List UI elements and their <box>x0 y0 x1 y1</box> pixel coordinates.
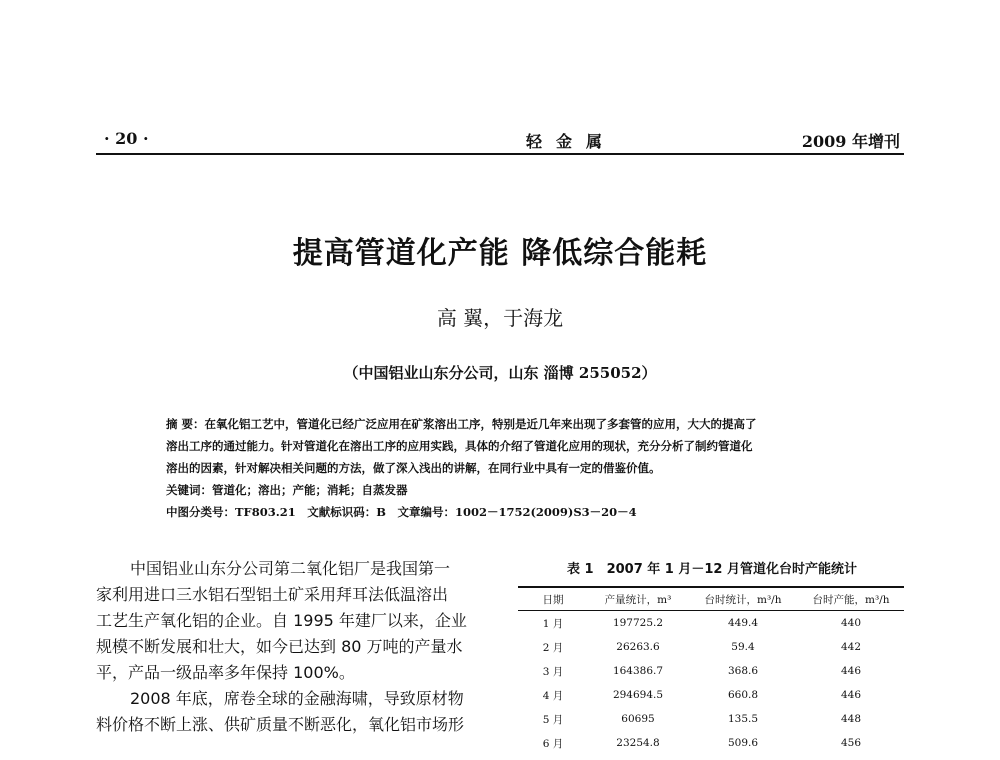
cell-hours: 509.6 <box>727 737 759 749</box>
abstract-line: 溶出的因素，针对解决相关问题的方法，做了深入浅出的讲解，在同行业中具有一定的借鉴价值。 <box>166 461 661 475</box>
cell-hours: 368.6 <box>727 665 759 677</box>
abstract-text: 在氧化铝工艺中，管道化已经广泛应用在矿浆溶出工序，特别是近几年来出现了多套管的应用，大大的提高了 <box>204 417 757 431</box>
keywords-text: 管道化；溶出；产能；消耗；自蒸发器 <box>212 483 408 497</box>
cell-capacity: 456 <box>840 737 862 749</box>
abstract-line <box>166 413 846 435</box>
table-caption: 表 1 2007 年 1 月－12 月管道化台时产能统计 <box>567 562 857 577</box>
body-line: 料价格不断上涨、供矿质量不断恶化，氧化铝市场形 <box>96 715 465 734</box>
journal-name: 轻金属 <box>526 132 617 151</box>
cell-date: 3 月 <box>542 665 564 678</box>
capacity-table <box>518 586 904 755</box>
table-row <box>518 683 904 707</box>
classification-line: 中图分类号：TF803.21 文献标识码：B 文章编号：1002－1752(2009)S3－20－4 <box>166 505 637 519</box>
cell-date: 4 月 <box>542 689 564 702</box>
body-line: 中国铝业山东分公司第二氧化铝厂是我国第一 <box>130 559 451 578</box>
cell-date: 5 月 <box>542 713 564 726</box>
table-row <box>518 659 904 683</box>
cell-hours: 59.4 <box>731 641 755 653</box>
cell-hours: 660.8 <box>727 689 759 701</box>
cell-date: 2 月 <box>542 641 564 654</box>
running-header <box>96 125 904 155</box>
cell-output: 294694.5 <box>612 689 664 701</box>
table-row <box>518 635 904 659</box>
page-number: · 20 · <box>104 129 149 148</box>
cell-capacity: 440 <box>840 617 862 629</box>
body-line: 2008 年底，席卷全球的金融海啸，导致原材物 <box>130 689 464 708</box>
cell-hours: 449.4 <box>727 617 759 629</box>
abstract-label: 摘 要： <box>166 417 205 431</box>
abstract-line: 溶出工序的通过能力。针对管道化在溶出工序的应用实践，具体的介绍了管道化应用的现状，充分分析了制约管道化 <box>166 439 753 453</box>
body-line: 工艺生产氧化铝的企业。自 1995 年建厂以来，企业 <box>96 611 467 630</box>
cell-capacity: 446 <box>840 689 862 701</box>
column-header-date: 日期 <box>518 587 588 611</box>
cell-capacity: 446 <box>840 665 862 677</box>
table-row <box>518 731 904 755</box>
cell-output: 23254.8 <box>616 737 660 749</box>
table-header-row <box>518 587 904 611</box>
cell-capacity: 448 <box>840 713 862 725</box>
cell-output: 197725.2 <box>612 617 664 629</box>
abstract-block <box>166 413 846 523</box>
column-header-capacity: 台时产能，m³/h <box>798 587 904 611</box>
cell-hours: 135.5 <box>727 713 759 725</box>
author-list: 高 翼，于海龙 <box>436 306 564 330</box>
body-line: 家利用进口三水铝石型铝土矿采用拜耳法低温溶出 <box>96 585 449 604</box>
cell-output: 164386.7 <box>612 665 664 677</box>
issue-label: 2009 年增刊 <box>801 132 900 151</box>
keywords-label: 关键词： <box>166 483 212 497</box>
body-line: 平，产品一级品率多年保持 100%。 <box>96 663 355 682</box>
column-header-output: 产量统计，m³ <box>588 587 688 611</box>
cell-date: 1 月 <box>542 617 564 630</box>
body-line: 规模不断发展和壮大，如今已达到 80 万吨的产量水 <box>96 637 463 656</box>
affiliation: （中国铝业山东分公司，山东 淄博 255052） <box>343 364 657 382</box>
column-header-hours: 台时统计，m³/h <box>688 587 798 611</box>
cell-date: 6 月 <box>542 737 564 750</box>
keywords-line <box>166 479 846 501</box>
cell-output: 26263.6 <box>616 641 660 653</box>
body-text-column <box>96 556 488 738</box>
article-title: 提高管道化产能 降低综合能耗 <box>292 236 708 271</box>
table-row <box>518 611 904 636</box>
cell-capacity: 442 <box>840 641 862 653</box>
cell-output: 60695 <box>621 713 655 725</box>
table-row <box>518 707 904 731</box>
